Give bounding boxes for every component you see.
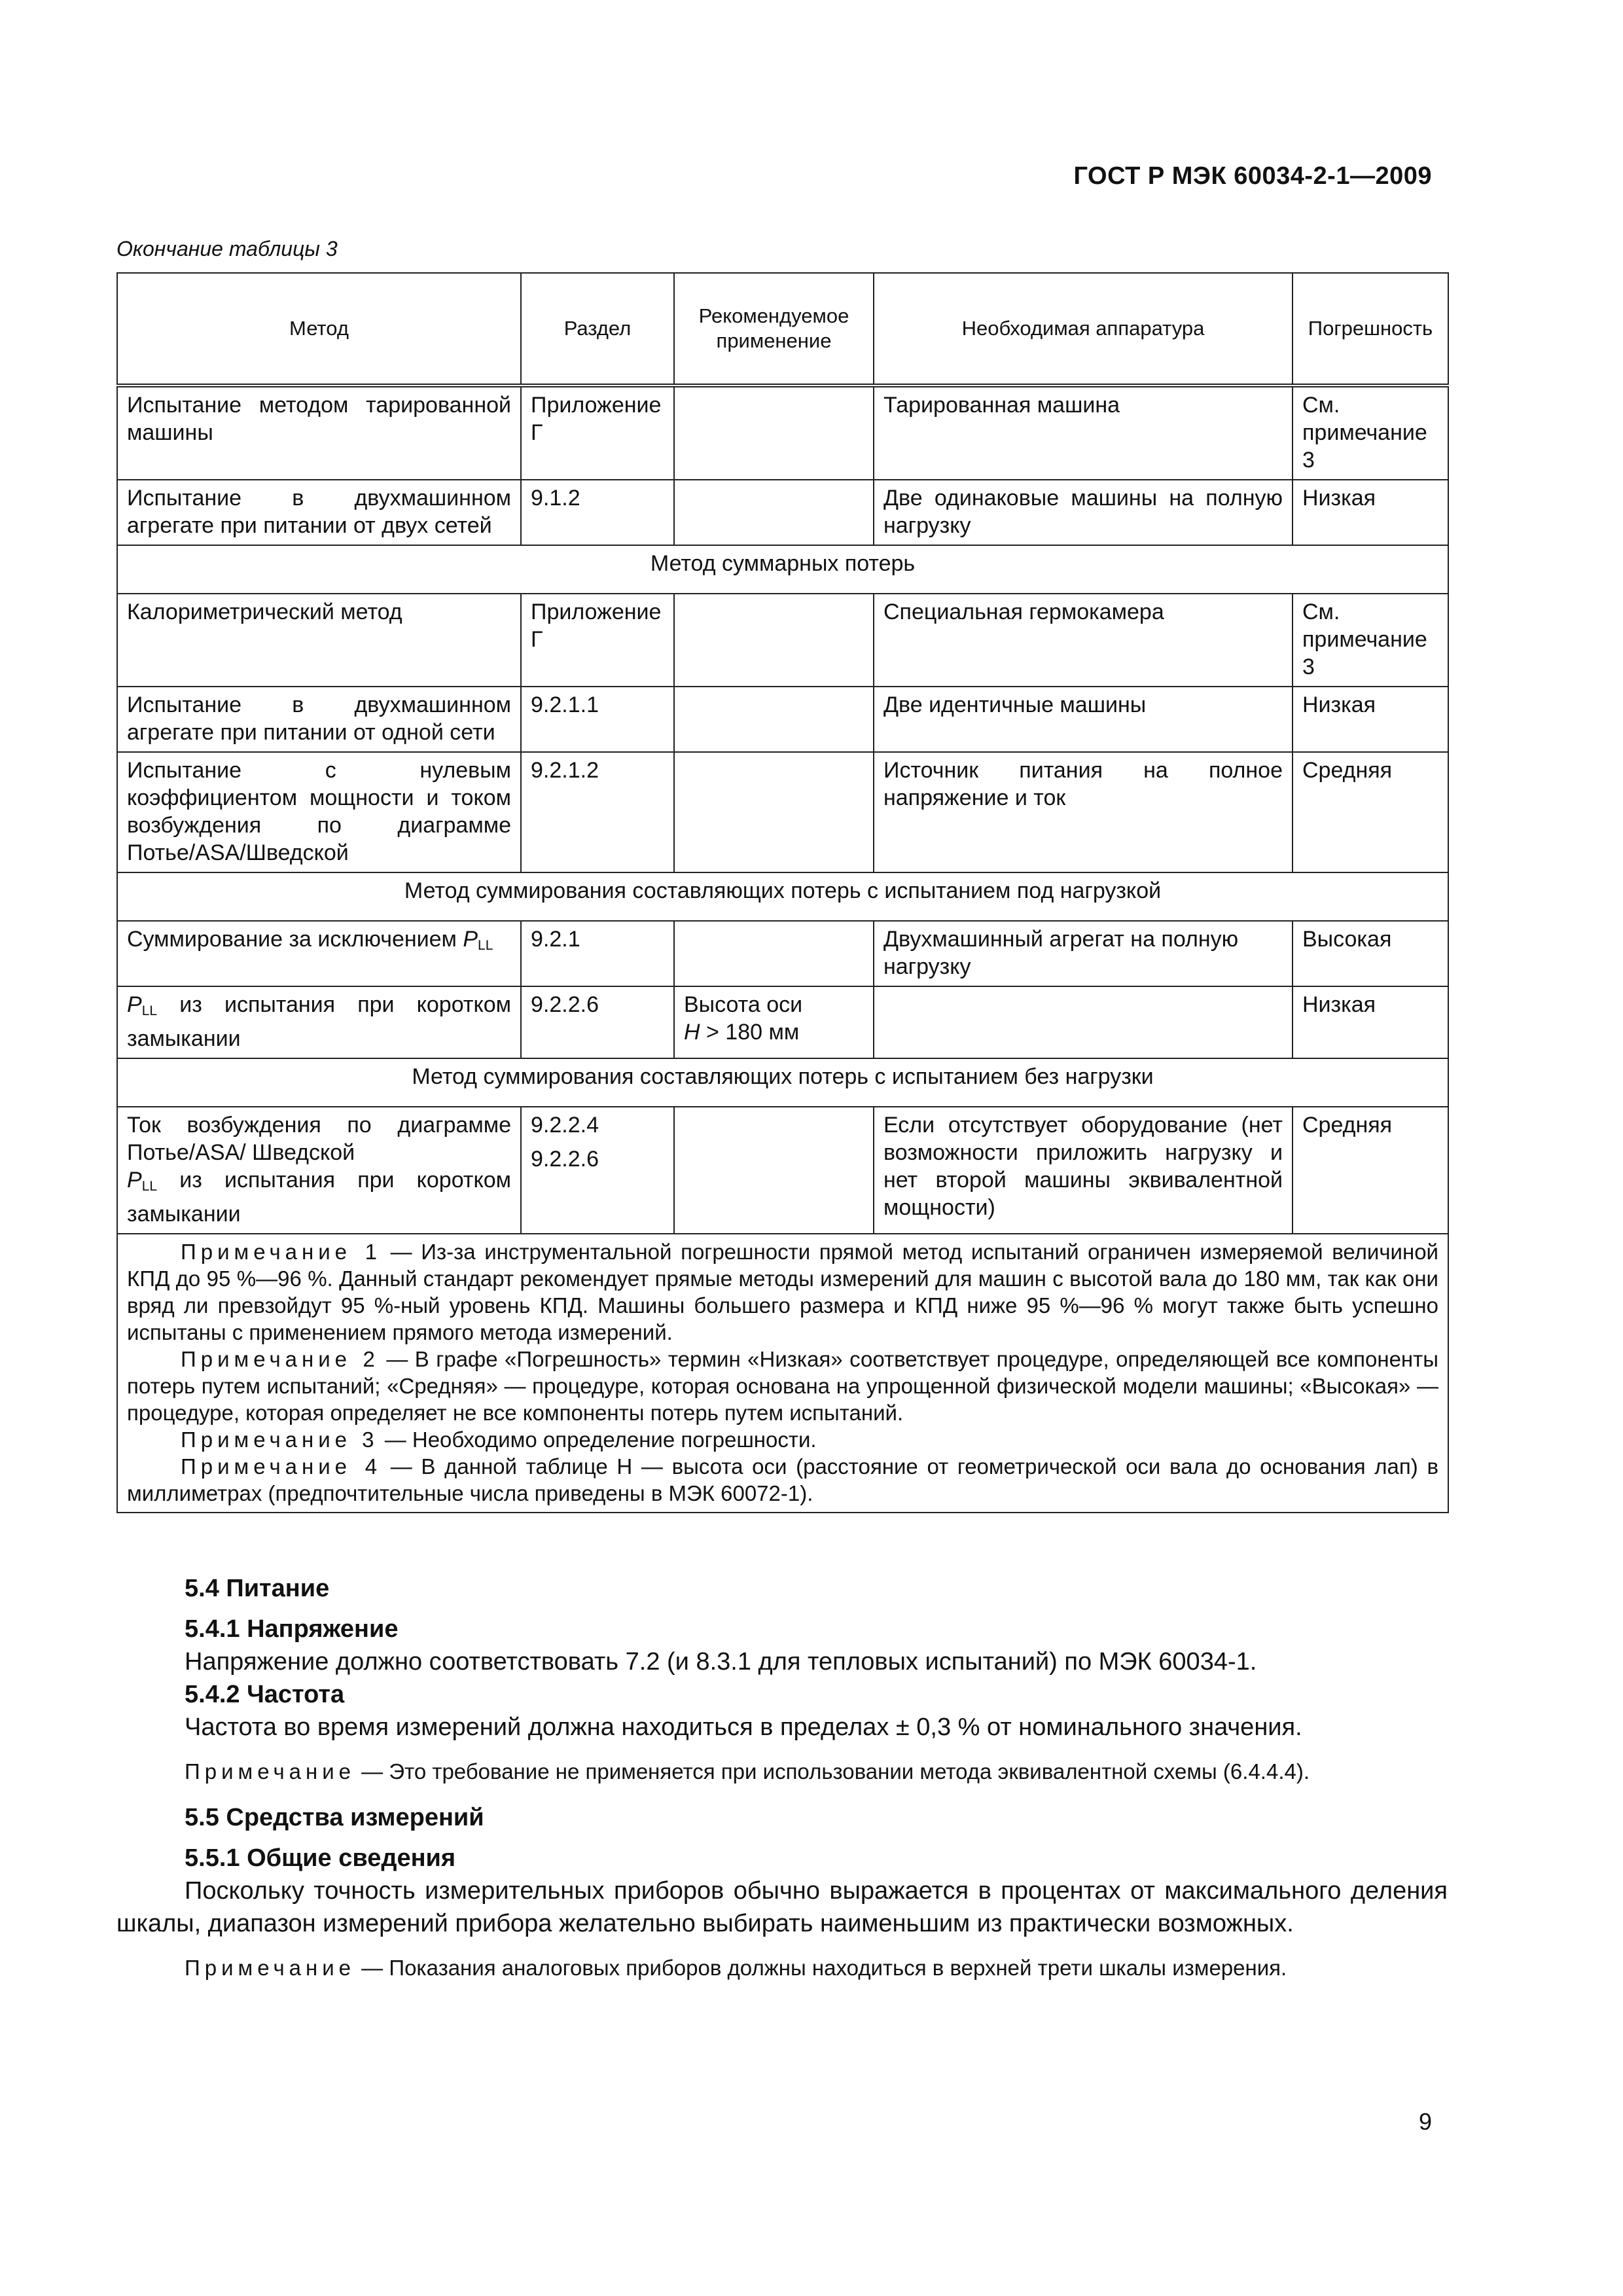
subscript-ll: LL [478,938,493,953]
note [116,1954,1448,1982]
table-row [117,687,1448,752]
section-heading: 5.5 Средства измерений [185,1804,484,1831]
cell-section: Приложение Г [521,594,674,687]
subscript-ll: LL [141,1179,158,1194]
table-row [117,752,1448,872]
table-row [117,594,1448,687]
document-header: ГОСТ Р МЭК 60034-2-1—2009 [1073,162,1432,190]
note-text: — Это требование не применяется при использовании метода эквивалентной схемы (6.4.4.4). [355,1759,1310,1784]
section-value: 9.2.2.4 [531,1113,599,1138]
cell-section: 9.1.2 [521,480,674,545]
cell-section: 9.2.1.1 [521,687,674,752]
table-row [117,921,1448,986]
note-label: Примечание [185,1956,356,1980]
table-notes-row [117,1234,1448,1513]
cell-method: Испытание в двухмашинном агрегате при питании от двух сетей [117,480,521,545]
table-note [127,1426,1438,1453]
symbol-p: P [127,1168,142,1193]
section-heading: 5.4 Питание [185,1575,330,1602]
note-text: — Из-за инструментальной погрешности прямой метод испытаний ограничен измеряемой величиной КПД до 95 %—96 %. Данный стандарт рекомендует прямые методы измерений для машин с высотой вала до 180 мм, так как они вряд ли превзойдут 95 %-ный уровень КПД. Машины большего размера и КПД ниже 95 %—96 % могут также быть успешно испытаны с применением прямого метода измерений. [127,1240,1438,1344]
paragraph: Напряжение должно соответствовать 7.2 (и 8.3.1 для тепловых испытаний) по МЭК 60034-1. [185,1648,1257,1676]
cell-application [674,687,874,752]
note-text: — В данной таблице Н — высота оси (расстояние от геометрической оси вала до основания лап) в миллиметрах (предпочтительные числа приведены в МЭК 60072-1). [127,1454,1438,1505]
cell-uncertainty: Низкая [1293,986,1448,1058]
cell-application [674,594,874,687]
group-heading: Метод суммирования составляющих потерь с испытанием под нагрузкой [117,872,1448,921]
table-group-row [117,1058,1448,1107]
paragraph: Поскольку точность измерительных приборов обычно выражается в процентах от максимального деления шкалы, диапазон измерений прибора желательно выбирать наименьшим из практически возможных. [116,1877,1448,1937]
cell-application [674,986,874,1058]
table-row [117,986,1448,1058]
cell-section [521,1107,674,1234]
method-suffix: из испытания при коротком замыкании [127,992,511,1051]
method-text: Ток возбуждения по диаграмме Потье/ASA/ Шведской [127,1113,511,1165]
cell-application [674,921,874,986]
symbol-p: P [463,927,478,952]
cell-equipment: Тарированная машина [874,386,1293,480]
method-text: Суммирование за исключением [127,927,463,952]
cell-method [117,986,521,1058]
symbol-h: H [684,1020,700,1045]
paragraph: Частота во время измерений должна находиться в пределах ± 0,3 % от номинального значения. [185,1713,1302,1741]
group-heading: Метод суммирования составляющих потерь с испытанием без нагрузки [117,1058,1448,1107]
cell-uncertainty: См. примечание 3 [1293,594,1448,687]
cell-application [674,1107,874,1234]
note-label: Примечание [185,1759,356,1784]
cell-uncertainty: Низкая [1293,687,1448,752]
column-header: Погрешность [1293,273,1448,386]
section-value: 9.2.2.6 [531,1147,599,1172]
group-heading: Метод суммарных потерь [117,545,1448,594]
cell-uncertainty: См. примечание 3 [1293,386,1448,480]
cell-method: Испытание в двухмашинном агрегате при питании от одной сети [117,687,521,752]
table-row [117,480,1448,545]
cell-uncertainty: Высокая [1293,921,1448,986]
note-label: Примечание 2 [181,1347,380,1371]
note-label: Примечание 1 [181,1240,382,1264]
note-label: Примечание 3 [181,1427,379,1452]
cell-section: 9.2.1.2 [521,752,674,872]
table-group-row [117,545,1448,594]
application-value: > 180 мм [700,1020,800,1045]
note-text: — Необходимо определение погрешности. [378,1427,817,1452]
cell-uncertainty: Низкая [1293,480,1448,545]
cell-equipment: Две одинаковые машины на полную нагрузку [874,480,1293,545]
cell-method [117,921,521,986]
table-3 [116,272,1449,1513]
subscript-ll: LL [141,1003,158,1018]
cell-equipment: Специальная гермокамера [874,594,1293,687]
note-text: — В графе «Погрешность» термин «Низкая» соответствует процедуре, определяющей все компоненты потерь путем испытаний; «Средняя» — процедуре, которая основана на упрощенной физической модели машины; «Высокая» — процедуре, которая определяет не все компоненты потерь путем испытаний. [127,1347,1438,1425]
cell-equipment: Если отсутствует оборудование (нет возможности приложить нагрузку и нет второй машины эквивалентной мощности) [874,1107,1293,1234]
cell-application [674,480,874,545]
note-label: Примечание 4 [181,1454,382,1479]
cell-method: Испытание методом тарированной машины [117,386,521,480]
table-note [127,1238,1438,1346]
cell-application [674,386,874,480]
note-text: — Показания аналоговых приборов должны находиться в верхней трети шкалы измерения. [355,1956,1287,1980]
cell-method: Испытание с нулевым коэффициентом мощности и током возбуждения по диаграмме Потье/ASA/Шведской [117,752,521,872]
subsection-heading: 5.5.1 Общие сведения [185,1844,456,1872]
cell-method [117,1107,521,1234]
column-header: Необходимая аппаратура [874,273,1293,386]
application-text: Высота оси [684,992,803,1017]
symbol-p: P [127,992,142,1017]
column-header: Рекомендуемое применение [674,273,874,386]
cell-uncertainty: Средняя [1293,752,1448,872]
table-header-row [117,273,1448,386]
method-text [127,1166,511,1228]
page-number: 9 [1418,2108,1432,2135]
cell-uncertainty: Средняя [1293,1107,1448,1234]
cell-equipment: Источник питания на полное напряжение и ток [874,752,1293,872]
subsection-heading: 5.4.2 Частота [185,1681,345,1708]
table-caption: Окончание таблицы 3 [116,237,338,260]
table-note [127,1453,1438,1507]
document-body [116,1572,1448,1982]
note [116,1758,1448,1785]
cell-application [674,752,874,872]
table-group-row [117,872,1448,921]
cell-equipment: Двухмашинный агрегат на полную нагрузку [874,921,1293,986]
table-note [127,1346,1438,1426]
cell-equipment: Две идентичные машины [874,687,1293,752]
cell-equipment [874,986,1293,1058]
cell-section: 9.2.2.6 [521,986,674,1058]
table-notes [117,1234,1448,1513]
subsection-heading: 5.4.1 Напряжение [185,1615,399,1643]
cell-method: Калориметрический метод [117,594,521,687]
table-row [117,1107,1448,1234]
method-suffix: из испытания при коротком замыкании [127,1168,511,1227]
cell-section: 9.2.1 [521,921,674,986]
cell-section: Приложение Г [521,386,674,480]
table-row [117,386,1448,480]
column-header: Метод [117,273,521,386]
column-header: Раздел [521,273,674,386]
